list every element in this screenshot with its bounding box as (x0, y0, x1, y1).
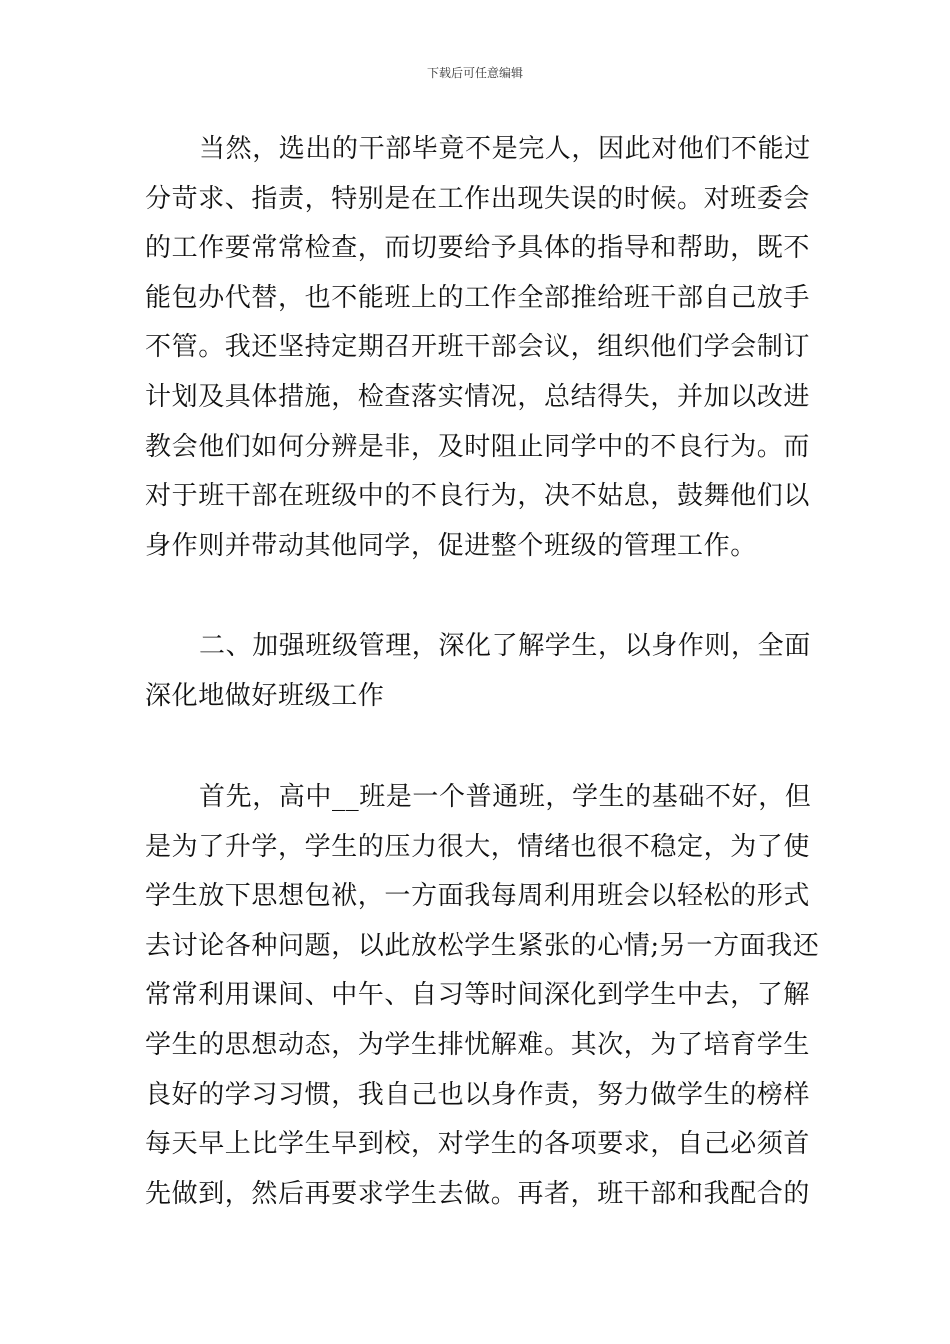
text-line: 分苛求、指责，特别是在工作出现失误的时候。对班委会 (145, 183, 811, 214)
paragraph-1 (145, 125, 815, 571)
text-line: 常常利用课间、中午、自习等时间深化到学生中去，了解 (145, 980, 811, 1011)
text-line: 对于班干部在班级中的不良行为，决不姑息，鼓舞他们以 (145, 481, 811, 512)
text-line: 当然，选出的干部毕竟不是完人，因此对他们不能过 (199, 134, 811, 164)
text-line: 能包办代替，也不能班上的工作全部推给班干部自己放手 (145, 282, 811, 313)
text-line: 不管。我还坚持定期召开班干部会议，组织他们学会制订 (145, 332, 811, 363)
text-line: 计划及具体措施，检查落实情况，总结得失，并加以改进 (145, 381, 811, 412)
text-line: 去讨论各种问题，以此放松学生紧张的心情;另一方面我还 (145, 930, 820, 961)
text-line: 二、加强班级管理，深化了解学生，以身作则，全面 (199, 631, 811, 661)
text-line: 每天早上比学生早到校，对学生的各项要求，自己必须首 (145, 1129, 811, 1160)
text-line: 教会他们如何分辨是非，及时阻止同学中的不良行为。而 (145, 431, 811, 462)
text-line: 良好的学习习惯，我自己也以身作责，努力做学生的榜样 (145, 1079, 811, 1110)
text-line: 身作则并带动其他同学，促进整个班级的管理工作。 (145, 530, 757, 561)
text-line: 学生的思想动态，为学生排忧解难。其次，为了培育学生 (145, 1029, 811, 1060)
paragraph-2-heading (145, 622, 815, 721)
text-line: 深化地做好班级工作 (145, 680, 385, 711)
page-header: 下载后可任意编辑 (426, 66, 523, 80)
text-line: 是为了升学，学生的压力很大，情绪也很不稳定，为了使 (145, 831, 811, 862)
text-line: 学生放下思想包袱，一方面我每周利用班会以轻松的形式 (145, 881, 811, 912)
paragraph-3 (145, 773, 820, 1219)
text-line: 首先，高中__班是一个普通班，学生的基础不好，但 (199, 782, 812, 812)
text-line: 的工作要常常检查，而切要给予具体的指导和帮助，既不 (145, 233, 811, 264)
text-line: 先做到，然后再要求学生去做。再者，班干部和我配合的 (145, 1178, 811, 1209)
